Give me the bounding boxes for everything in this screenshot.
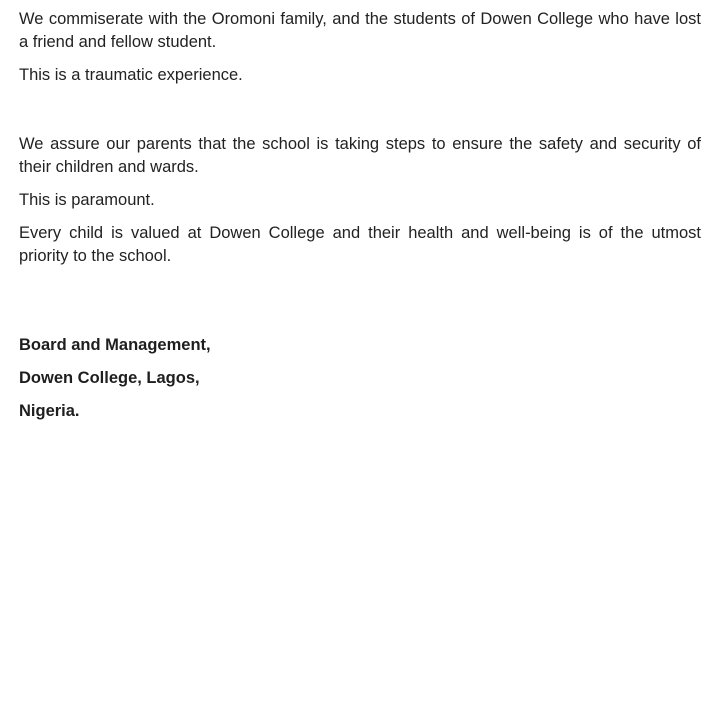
paragraph-commiseration: We commiserate with the Oromoni family, and the students of Dowen College who have lost a friend and fellow student. [19, 10, 701, 51]
paragraph-traumatic: This is a traumatic experience. [19, 66, 243, 84]
signature-line-college: Dowen College, Lagos, [19, 369, 200, 387]
signature-line-board: Board and Management, [19, 336, 211, 354]
paragraph-every-child: Every child is valued at Dowen College and their health and well-being is of the utmost priority to the school. [19, 224, 701, 265]
paragraph-paramount: This is paramount. [19, 191, 155, 209]
paragraph-assurance: We assure our parents that the school is taking steps to ensure the safety and security of their children and wards. [19, 135, 701, 176]
signature-block [19, 334, 701, 423]
signature-line-country: Nigeria. [19, 402, 80, 420]
statement-body [19, 8, 701, 268]
